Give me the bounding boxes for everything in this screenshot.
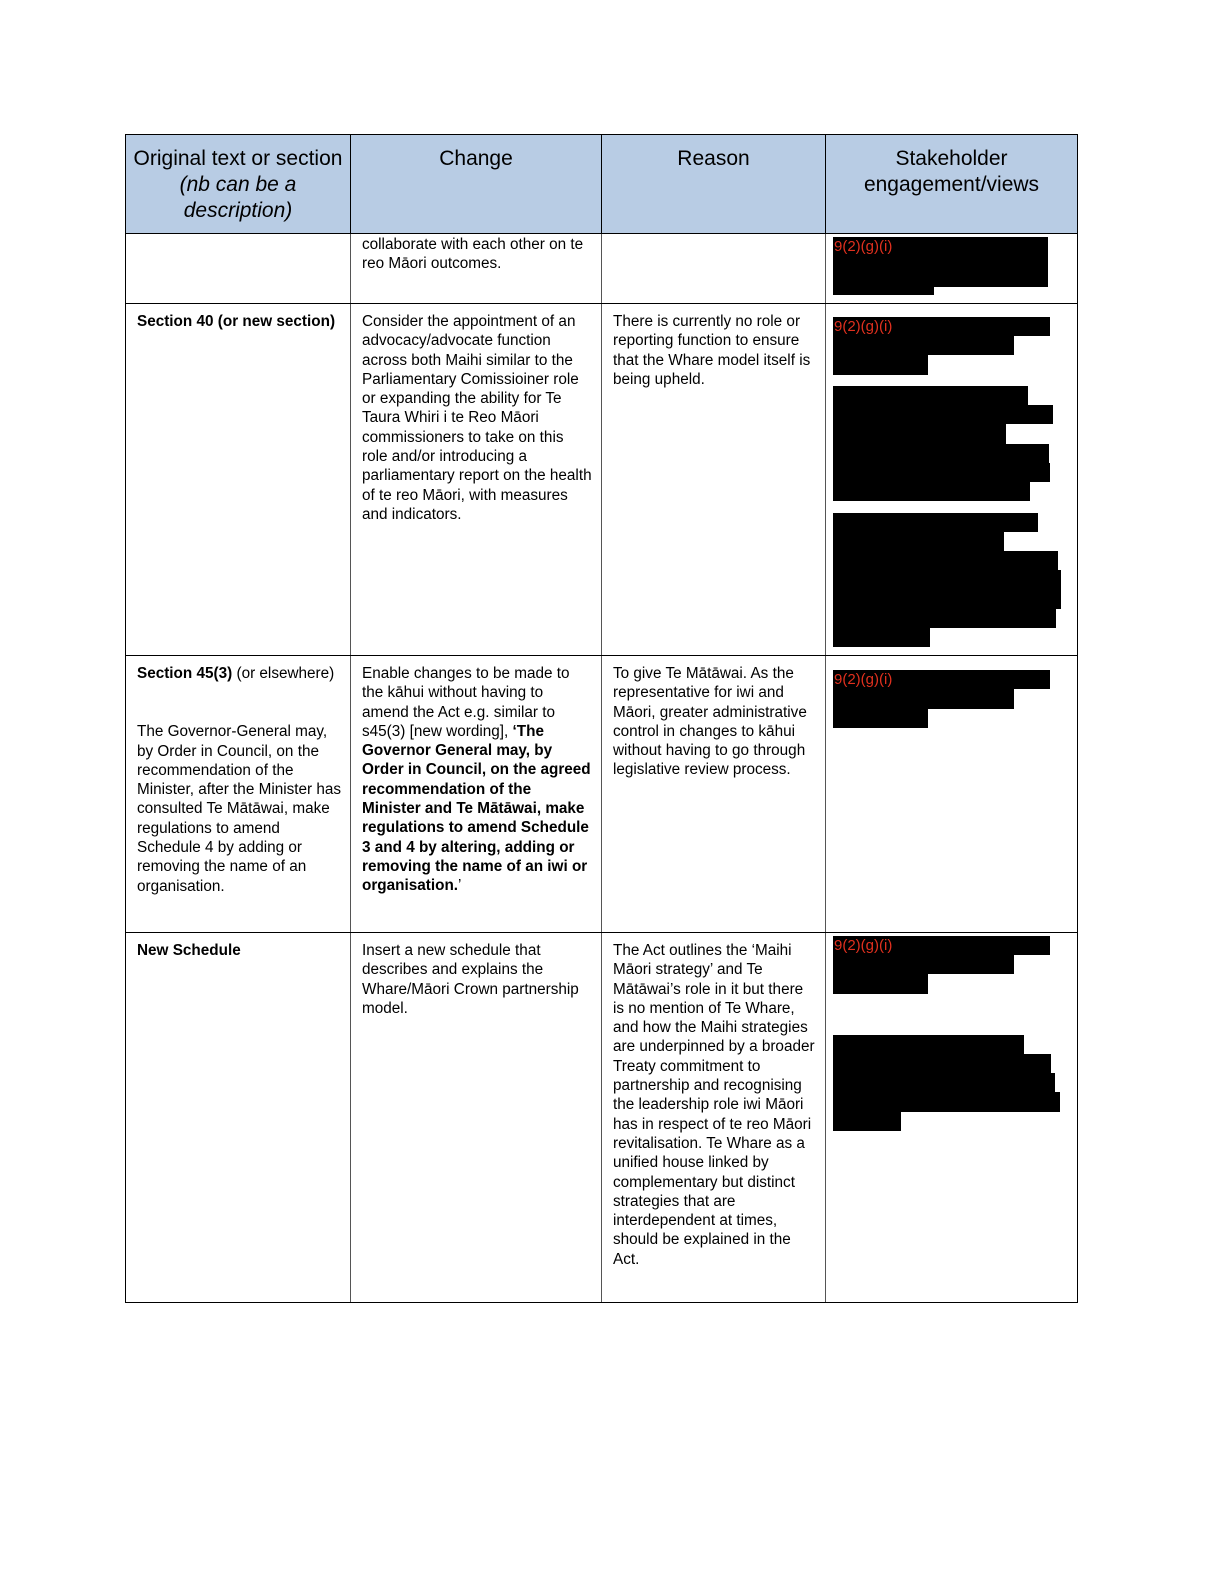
original-text: The Governor-General may, by Order in Council, on the recommendation of the Minister, after the Minister has consulted Te Mātāwai, make regulations to amend Schedule 4 by adding or removing the name of an organisation. <box>137 723 342 895</box>
table-row <box>126 234 1078 304</box>
redaction-block <box>833 482 1030 501</box>
change-cell: Consider the appointment of an advocacy/advocate function across both Maihi similar to the Parliamentary Comissioiner role or expanding the ability for Te Taura Whiri i te Reo Māori commissioners to take on this role and/or introducing a parliamentary report on the health of te reo Māori, with measures and indicators. <box>351 304 602 656</box>
amendments-table <box>125 134 1078 1303</box>
redaction-block <box>833 955 1014 974</box>
redaction-block <box>833 287 934 295</box>
header-stakeholder: Stakeholder engagement/views <box>826 135 1078 234</box>
section-label: Section 40 (or new section) <box>137 313 336 330</box>
redaction-block <box>833 1035 1024 1054</box>
reason-cell: To give Te Mātāwai. As the representative for iwi and Māori, greater administrative control in changes to kāhui without having to go through legislative review process. <box>602 656 826 933</box>
change-cell <box>351 656 602 933</box>
section-heading <box>137 664 342 683</box>
proposed-wording: ‘The Governor General may, by Order in Council, on the agreed recommendation of the Minister and Te Mātāwai, make regulations to amend Schedule 3 and 4 by altering, adding or removing the name of an iwi or organisation. <box>362 722 591 895</box>
redaction-block <box>833 336 1014 355</box>
redaction-block <box>833 974 928 994</box>
redaction-block <box>833 513 1038 532</box>
original-cell <box>126 234 351 304</box>
original-cell <box>126 304 351 656</box>
change-cell: Insert a new schedule that describes and explains the Whare/Māori Crown partnership model. <box>351 933 602 1303</box>
header-original-note: (nb can be a description) <box>179 173 297 222</box>
section-suffix: (or elsewhere) <box>232 665 335 682</box>
reason-cell: The Act outlines the ‘Maihi Māori strategy’ and Te Mātāwai’s role in it but there is no mention of Te Whare, and how the Maihi strategies are underpinned by a broader Treaty commitment to partnership and recognising the leadership role iwi Māori has in respect of te reo Māori revitalisation. Te Whare as a unified house linked by complementary but distinct strategies that are interdependent at times, should be explained in the Act. <box>602 933 826 1303</box>
redacted-cell <box>826 656 1078 933</box>
header-original <box>126 135 351 234</box>
redacted-cell <box>826 304 1078 656</box>
redaction-block <box>833 709 928 728</box>
redaction-block <box>833 1092 1060 1112</box>
redaction-block <box>833 551 1058 570</box>
original-cell <box>126 933 351 1303</box>
redaction-block <box>833 405 1053 424</box>
redaction-block <box>833 1054 1051 1073</box>
redaction-block <box>833 1112 901 1131</box>
redaction-code: 9(2)(g)(i) <box>834 318 893 335</box>
redaction-block <box>833 532 1004 551</box>
redaction-block <box>833 424 1006 444</box>
redaction-block <box>833 444 1049 463</box>
section-label: New Schedule <box>137 942 241 959</box>
redaction-block <box>833 609 1056 628</box>
redaction-block <box>833 689 1014 709</box>
redacted-cell <box>826 234 1078 304</box>
table-row <box>126 304 1078 656</box>
redaction-block <box>833 355 928 375</box>
table-row <box>126 933 1078 1303</box>
header-change: Change <box>351 135 602 234</box>
redaction-code: 9(2)(g)(i) <box>834 238 893 255</box>
redaction-block <box>833 463 1050 482</box>
quote-end: ’ <box>458 877 462 895</box>
redaction-block <box>833 570 1061 609</box>
header-row <box>126 135 1078 234</box>
change-text: Enable changes to be made to the kāhui without having to amend the Act e.g. similar to s45(3) [new wording], <box>362 665 570 740</box>
redaction-block <box>833 1073 1055 1092</box>
original-cell <box>126 656 351 933</box>
reason-cell <box>602 234 826 304</box>
table-row <box>126 656 1078 933</box>
redacted-cell <box>826 933 1078 1303</box>
section-label: Section 45(3) <box>137 665 233 682</box>
redaction-code: 9(2)(g)(i) <box>834 937 893 954</box>
redaction-code: 9(2)(g)(i) <box>834 671 893 688</box>
header-reason: Reason <box>602 135 826 234</box>
reason-cell: There is currently no role or reporting function to ensure that the Whare model itself is being upheld. <box>602 304 826 656</box>
change-cell: collaborate with each other on te reo Māori outcomes. <box>351 234 602 304</box>
header-original-label: Original text or section <box>133 147 343 170</box>
redaction-block <box>833 386 1028 405</box>
redaction-block <box>833 628 930 647</box>
